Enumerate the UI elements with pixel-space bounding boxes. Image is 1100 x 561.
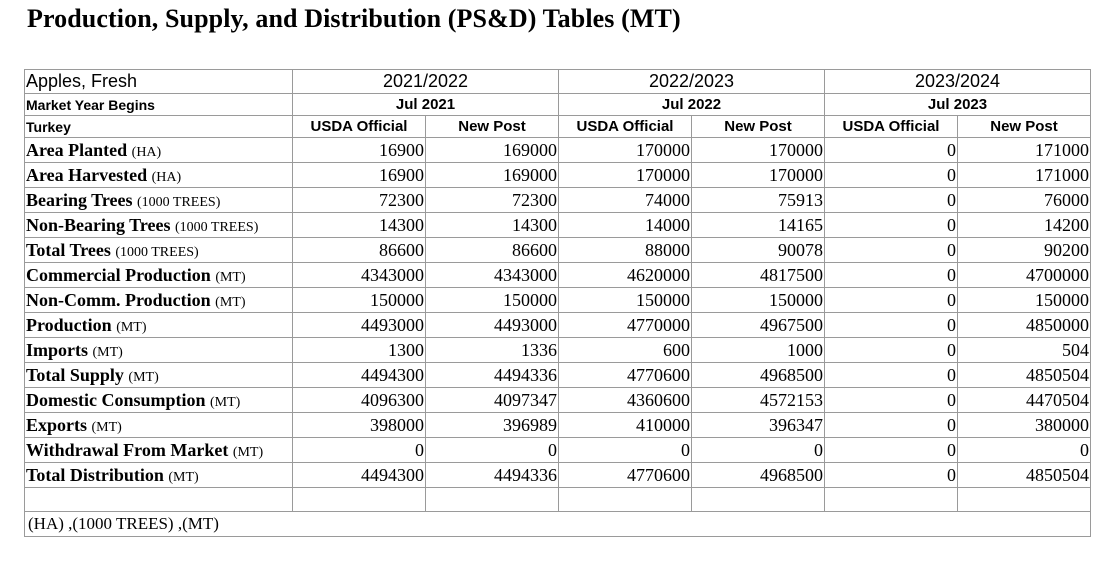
value-cell: 1300 [293, 338, 426, 363]
table-row [25, 363, 1091, 388]
row-label [25, 138, 293, 163]
row-unit: (MT) [215, 294, 246, 310]
table-row [25, 138, 1091, 163]
row-label [25, 438, 293, 463]
table-row [25, 313, 1091, 338]
row-label [25, 413, 293, 438]
row-unit: (1000 TREES) [115, 244, 199, 260]
value-cell: 16900 [293, 138, 426, 163]
value-cell: 504 [958, 338, 1091, 363]
unit-footnote: (HA) ,(1000 TREES) ,(MT) [25, 512, 1091, 537]
value-cell: 0 [825, 463, 958, 488]
value-cell: 4967500 [692, 313, 825, 338]
value-cell: 150000 [958, 288, 1091, 313]
value-cell: 0 [825, 263, 958, 288]
value-cell: 169000 [426, 138, 559, 163]
table-row [25, 463, 1091, 488]
value-cell: 1336 [426, 338, 559, 363]
year-header-2022: 2022/2023 [559, 70, 825, 94]
row-label [25, 388, 293, 413]
row-unit: (MT) [232, 444, 264, 460]
value-cell: 0 [825, 138, 958, 163]
value-cell: 4096300 [293, 388, 426, 413]
value-cell: 600 [559, 338, 692, 363]
column-header: New Post [958, 116, 1091, 138]
row-label [25, 363, 293, 388]
value-cell: 0 [559, 438, 692, 463]
market-year-begins-2022: Jul 2022 [559, 94, 825, 116]
value-cell: 72300 [293, 188, 426, 213]
value-cell: 16900 [293, 163, 426, 188]
value-cell: 150000 [692, 288, 825, 313]
row-label-text: Total Trees [26, 239, 111, 260]
value-cell: 4850504 [958, 463, 1091, 488]
value-cell: 170000 [692, 163, 825, 188]
row-label [25, 188, 293, 213]
value-cell: 4817500 [692, 263, 825, 288]
value-cell: 76000 [958, 188, 1091, 213]
row-label-text: Bearing Trees [26, 189, 133, 210]
row-unit: (MT) [92, 344, 123, 360]
value-cell: 170000 [559, 163, 692, 188]
value-cell: 4360600 [559, 388, 692, 413]
header-row-columns [25, 116, 1091, 138]
value-cell: 0 [825, 388, 958, 413]
value-cell: 14200 [958, 213, 1091, 238]
table-row [25, 163, 1091, 188]
row-unit: (HA) [151, 169, 182, 185]
column-header: USDA Official [559, 116, 692, 138]
value-cell: 86600 [426, 238, 559, 263]
column-header: USDA Official [825, 116, 958, 138]
row-label-text: Domestic Consumption [26, 389, 206, 410]
value-cell: 4968500 [692, 463, 825, 488]
value-cell: 4494336 [426, 363, 559, 388]
value-cell: 396989 [426, 413, 559, 438]
value-cell: 171000 [958, 138, 1091, 163]
value-cell: 0 [293, 438, 426, 463]
value-cell: 0 [825, 188, 958, 213]
row-label-text: Production [26, 314, 112, 335]
value-cell: 170000 [692, 138, 825, 163]
footer-row [25, 512, 1091, 537]
value-cell: 4343000 [293, 263, 426, 288]
row-label-text: Total Distribution [26, 464, 164, 485]
row-label-text: Area Planted [26, 139, 128, 160]
row-label [25, 213, 293, 238]
column-header: New Post [692, 116, 825, 138]
value-cell: 4343000 [426, 263, 559, 288]
row-unit: (MT) [128, 369, 159, 385]
value-cell: 4770000 [559, 313, 692, 338]
row-label [25, 163, 293, 188]
value-cell: 0 [692, 438, 825, 463]
commodity-label: Apples, Fresh [25, 70, 293, 94]
value-cell: 0 [825, 288, 958, 313]
value-cell: 170000 [559, 138, 692, 163]
row-label-text: Non-Comm. Production [26, 289, 211, 310]
value-cell: 90200 [958, 238, 1091, 263]
row-unit: (MT) [168, 469, 199, 485]
value-cell: 4620000 [559, 263, 692, 288]
row-label [25, 463, 293, 488]
header-row-market-year [25, 94, 1091, 116]
value-cell: 4700000 [958, 263, 1091, 288]
value-cell: 398000 [293, 413, 426, 438]
table-row [25, 263, 1091, 288]
value-cell: 0 [825, 438, 958, 463]
empty-row [25, 488, 1091, 512]
year-header-2023: 2023/2024 [825, 70, 1091, 94]
value-cell: 4770600 [559, 363, 692, 388]
table-row [25, 388, 1091, 413]
year-header-2021: 2021/2022 [293, 70, 559, 94]
value-cell: 150000 [559, 288, 692, 313]
value-cell: 4493000 [293, 313, 426, 338]
empty-cell [958, 488, 1091, 512]
value-cell: 88000 [559, 238, 692, 263]
value-cell: 150000 [293, 288, 426, 313]
value-cell: 169000 [426, 163, 559, 188]
value-cell: 0 [825, 238, 958, 263]
value-cell: 4470504 [958, 388, 1091, 413]
value-cell: 0 [825, 213, 958, 238]
value-cell: 86600 [293, 238, 426, 263]
table-row [25, 413, 1091, 438]
value-cell: 1000 [692, 338, 825, 363]
value-cell: 0 [426, 438, 559, 463]
value-cell: 4968500 [692, 363, 825, 388]
table-row [25, 288, 1091, 313]
value-cell: 0 [958, 438, 1091, 463]
row-unit: (MT) [215, 269, 246, 285]
value-cell: 396347 [692, 413, 825, 438]
table-row [25, 338, 1091, 363]
row-unit: (MT) [91, 419, 122, 435]
value-cell: 4097347 [426, 388, 559, 413]
row-label-text: Area Harvested [26, 164, 148, 185]
value-cell: 171000 [958, 163, 1091, 188]
market-year-label: Market Year Begins [25, 94, 293, 116]
table-row [25, 438, 1091, 463]
table-row [25, 238, 1091, 263]
column-header: New Post [426, 116, 559, 138]
value-cell: 14300 [293, 213, 426, 238]
value-cell: 14165 [692, 213, 825, 238]
value-cell: 72300 [426, 188, 559, 213]
value-cell: 14300 [426, 213, 559, 238]
value-cell: 90078 [692, 238, 825, 263]
row-unit: (1000 TREES) [137, 194, 221, 210]
row-label [25, 263, 293, 288]
empty-cell [825, 488, 958, 512]
row-unit: (HA) [131, 144, 162, 160]
row-label-text: Exports [26, 414, 88, 435]
value-cell: 74000 [559, 188, 692, 213]
value-cell: 4494300 [293, 363, 426, 388]
row-label-text: Commercial Production [26, 264, 211, 285]
value-cell: 0 [825, 313, 958, 338]
row-unit: (1000 TREES) [175, 219, 259, 235]
value-cell: 150000 [426, 288, 559, 313]
empty-cell [692, 488, 825, 512]
row-label [25, 338, 293, 363]
value-cell: 0 [825, 413, 958, 438]
row-label-text: Non-Bearing Trees [26, 214, 171, 235]
row-unit: (MT) [210, 394, 241, 410]
column-header: USDA Official [293, 116, 426, 138]
market-year-begins-2023: Jul 2023 [825, 94, 1091, 116]
value-cell: 0 [825, 363, 958, 388]
data-rows [25, 138, 1091, 488]
value-cell: 380000 [958, 413, 1091, 438]
row-label [25, 288, 293, 313]
page-title: Production, Supply, and Distribution (PS&D) Tables (MT) [27, 4, 681, 33]
value-cell: 14000 [559, 213, 692, 238]
row-label [25, 313, 293, 338]
value-cell: 4493000 [426, 313, 559, 338]
value-cell: 4494300 [293, 463, 426, 488]
value-cell: 4850504 [958, 363, 1091, 388]
row-label-text: Imports [26, 339, 88, 360]
empty-cell [293, 488, 426, 512]
row-unit: (MT) [116, 319, 147, 335]
header-row-years [25, 70, 1091, 94]
empty-cell [426, 488, 559, 512]
value-cell: 410000 [559, 413, 692, 438]
country-label: Turkey [25, 116, 293, 138]
table-row [25, 188, 1091, 213]
empty-cell [559, 488, 692, 512]
row-label [25, 238, 293, 263]
value-cell: 75913 [692, 188, 825, 213]
psd-table [24, 69, 1091, 537]
market-year-begins-2021: Jul 2021 [293, 94, 559, 116]
table-row [25, 213, 1091, 238]
value-cell: 0 [825, 338, 958, 363]
value-cell: 4770600 [559, 463, 692, 488]
value-cell: 4850000 [958, 313, 1091, 338]
value-cell: 4572153 [692, 388, 825, 413]
value-cell: 4494336 [426, 463, 559, 488]
empty-cell [25, 488, 293, 512]
row-label-text: Total Supply [26, 364, 124, 385]
value-cell: 0 [825, 163, 958, 188]
row-label-text: Withdrawal From Market [26, 439, 229, 460]
